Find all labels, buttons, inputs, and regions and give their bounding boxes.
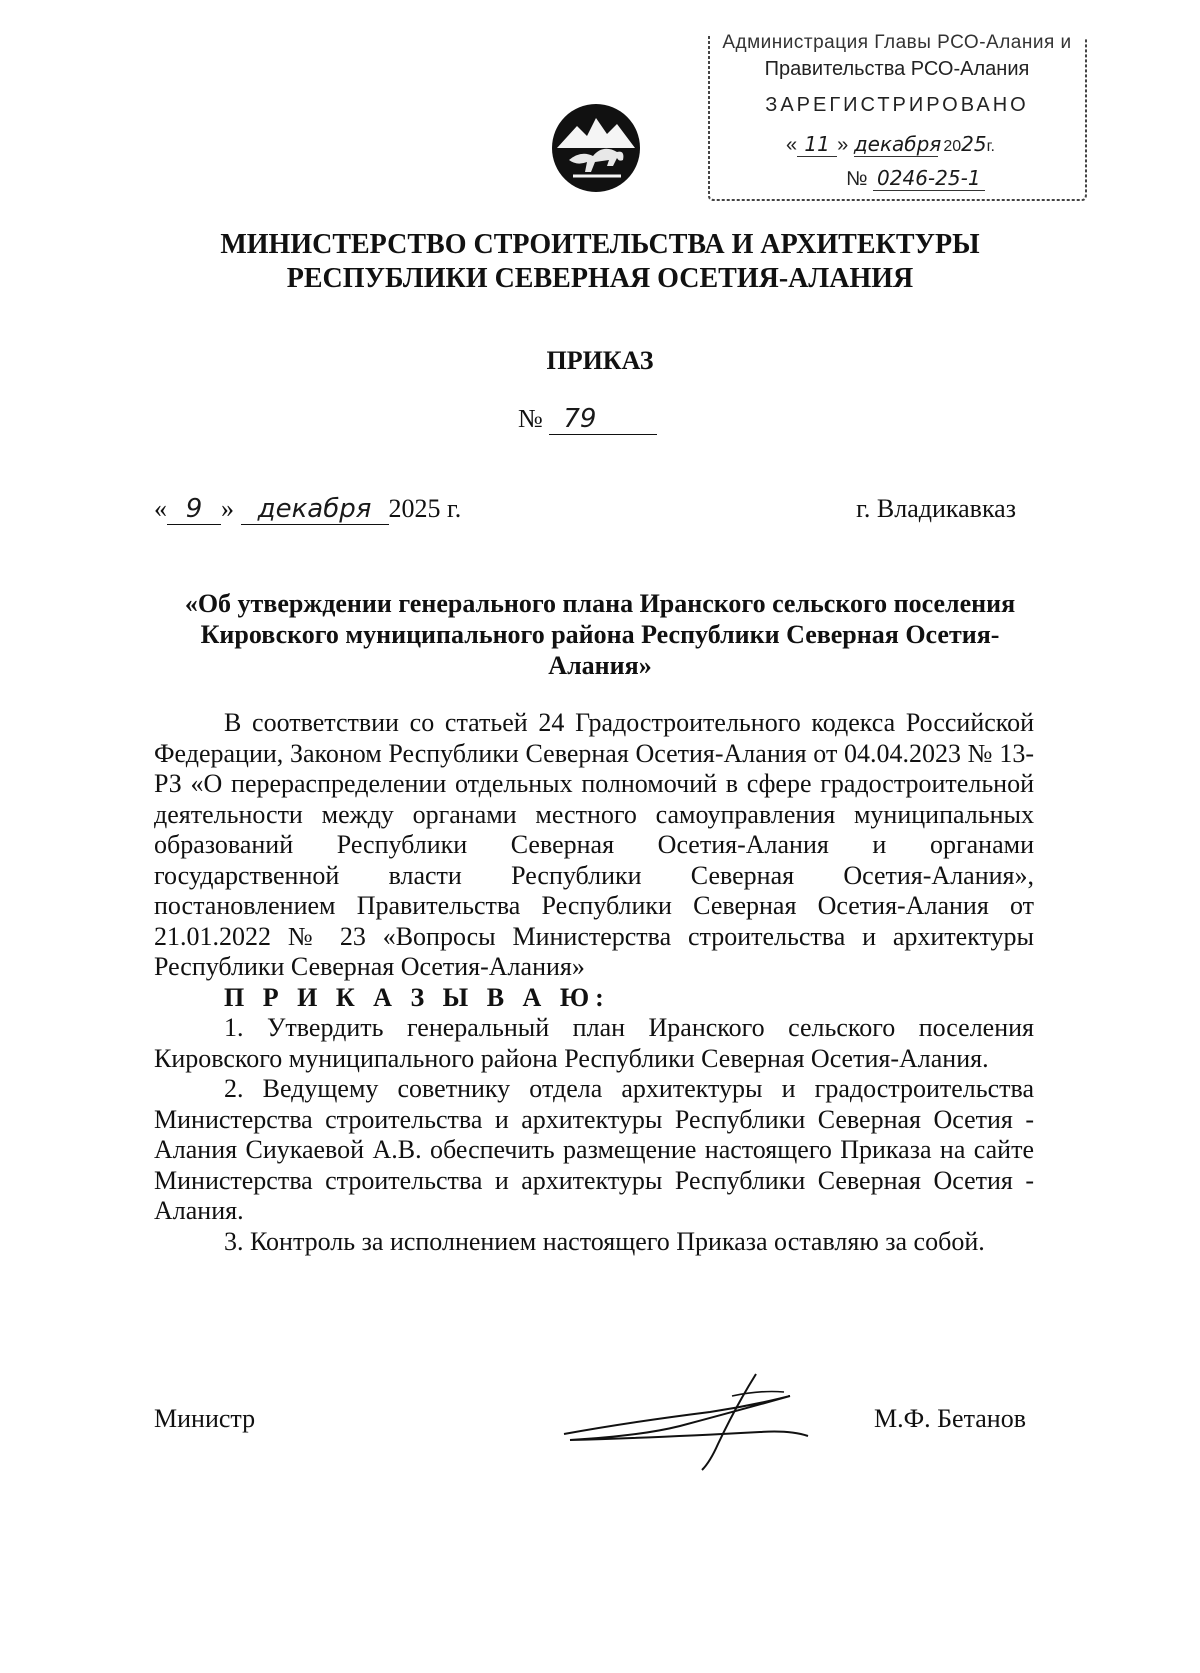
order-body <box>154 708 1034 1257</box>
order-subject <box>160 588 1040 681</box>
stamp-date-year-prefix: 20 <box>943 138 962 155</box>
stamp-line-2: Правительства РСО-Алания <box>764 58 1030 80</box>
coat-of-arms-emblem-icon <box>551 100 641 196</box>
date-open-quote: « <box>154 494 167 523</box>
order-number-label: № <box>518 404 543 433</box>
stamp-date <box>786 132 1026 157</box>
ministry-name <box>150 228 1050 296</box>
stamp-date-day: 11 <box>797 132 837 157</box>
order-word: П Р И К А З Ы В А Ю: <box>224 982 610 1012</box>
subject-line-3: Алания» <box>548 651 652 680</box>
stamp-date-year-suffix: г. <box>986 138 995 155</box>
subject-line-2: Кировского муниципального района Республики Северная Осетия- <box>200 620 1000 649</box>
stamp-date-close-quote: » <box>837 134 849 156</box>
registration-stamp <box>706 28 1088 204</box>
stamp-date-year: 25 <box>961 132 987 156</box>
stamp-number-label: № <box>846 168 868 190</box>
order-item-1: 1. Утвердить генеральный план Иранского сельского поселения Кировского муниципального района Республики Северная Осетия-Алания. <box>154 1013 1034 1073</box>
date-close-quote: » <box>221 494 234 523</box>
order-item-2: 2. Ведущему советнику отдела архитектуры и градостроительства Министерства строительства и архитектуры Республики Северная Осетия - Алания Сиукаевой А.В. обеспечить размещение настоящего Приказа на сайте Министерства строительства и архитектуры Республики Северная Осетия - Алания. <box>154 1074 1034 1225</box>
order-title: ПРИКАЗ <box>546 346 654 375</box>
signatory-name: М.Ф. Бетанов <box>873 1404 1026 1433</box>
date-year: 2025 г. <box>388 494 462 523</box>
date-day: 9 <box>167 494 221 525</box>
stamp-date-open-quote: « <box>786 134 798 156</box>
order-item-3: 3. Контроль за исполнением настоящего Приказа оставляю за собой. <box>224 1226 985 1256</box>
city: г. Владикавказ <box>856 494 1016 523</box>
stamp-registered: ЗАРЕГИСТРИРОВАНО <box>765 94 1029 116</box>
date-month: декабря <box>241 494 389 525</box>
preamble-paragraph: В соответствии со статьей 24 Градостроительного кодекса Российской Федерации, Законом Республики Северная Осетия-Алания от 04.04.2023 № 13-РЗ «О перераспределении отдельных полномочий в сфере градостроительной деятельности между органами местного самоуправления муниципальных образований Республики Северная Осетия-Алания и органами государственной власти Республики Северная Осетия-Алания», постановлением Правительства Республики Северная Осетия-Алания от 21.01.2022 № 23 «Вопросы Министерства строительства и архитектуры Республики Северная Осетия-Алания» <box>154 708 1034 981</box>
stamp-date-month: декабря <box>853 132 942 156</box>
stamp-line-1: Администрация Главы РСО-Алания и <box>722 32 1072 53</box>
stamp-number <box>846 166 1046 191</box>
subject-line-1: «Об утверждении генерального плана Иранского сельского поселения <box>184 589 1016 618</box>
order-date <box>154 494 461 525</box>
order-number <box>518 404 688 435</box>
signatory-title: Министр <box>154 1404 256 1433</box>
ministry-line-1: МИНИСТЕРСТВО СТРОИТЕЛЬСТВА И АРХИТЕКТУРЫ <box>220 229 980 260</box>
stamp-number-value: 0246-25-1 <box>873 166 985 191</box>
order-number-value: 79 <box>549 404 657 435</box>
ministry-line-2: РЕСПУБЛИКИ СЕВЕРНАЯ ОСЕТИЯ-АЛАНИЯ <box>286 263 914 294</box>
